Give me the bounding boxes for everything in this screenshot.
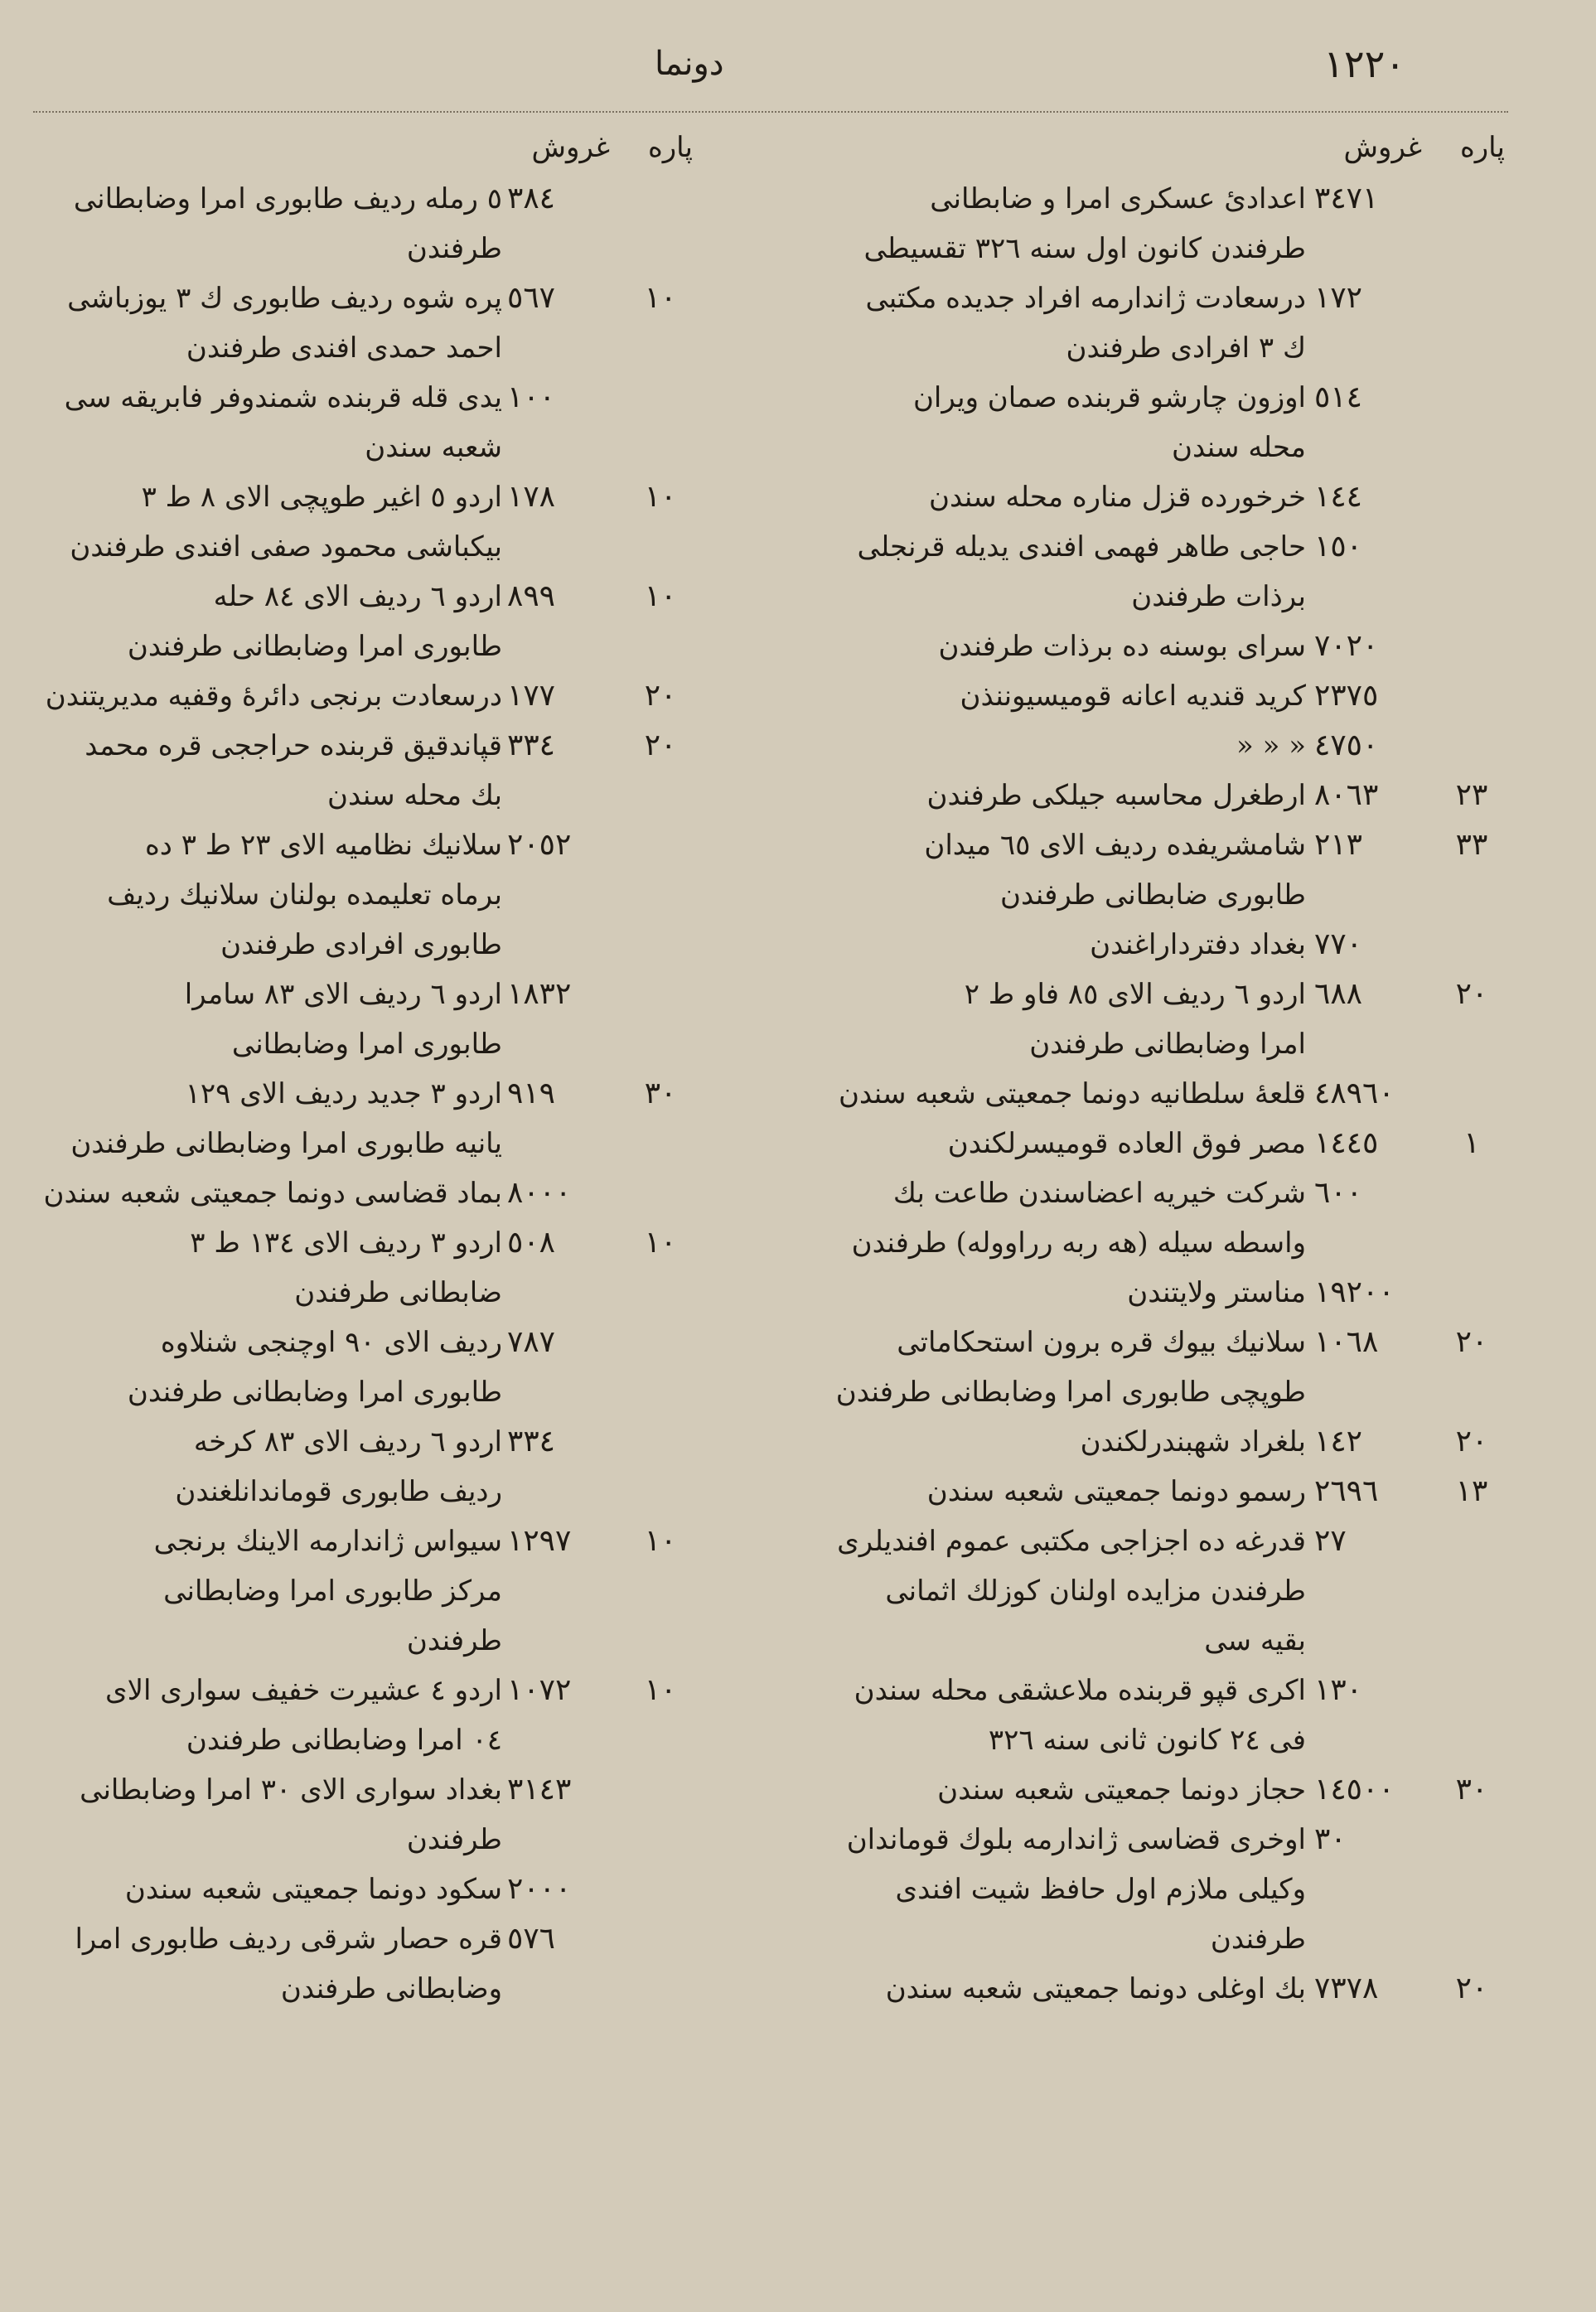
entry-description: اکری قپو قربنده ملاعشقی محله سندن فی ٢٤ کانون ثانی سنه ٣٢٦	[854, 1674, 1306, 1757]
kurus-value: ١٤٤٥	[1314, 1126, 1379, 1160]
para-value	[1439, 1815, 1505, 1964]
para-value	[628, 1914, 693, 2014]
ledger-entry	[742, 1119, 1505, 1168]
ledger-entry	[0, 174, 693, 273]
amount	[502, 970, 693, 1069]
kurus-value: ٥٧٦	[507, 1922, 556, 1956]
amount	[502, 373, 693, 472]
entry-description: سکود دونما جمعیتی شعبه سندن	[124, 1873, 502, 1906]
kurus-value: ١٩٢٠٠	[1314, 1275, 1395, 1309]
ledger-entry	[742, 622, 1505, 671]
para-value: ٢٠	[1455, 1325, 1488, 1359]
kurus-value: ٣٤٧١	[1314, 181, 1379, 215]
kurus-value: ٢٣٧٥	[1314, 679, 1379, 713]
kurus-value: ١٠٠	[507, 380, 556, 414]
page-header	[0, 33, 1596, 99]
entry-description: درسعادت برنجی دائرهٔ وقفیه مدیریتندن	[45, 680, 502, 713]
kurus-value: ٨٩٩	[507, 579, 556, 613]
amount	[1306, 771, 1505, 820]
kurus-value: ٤٧٥٠	[1314, 728, 1379, 762]
entry-description: اردو ٣ ردیف الای ١٣٤ ط ٣ ضابطانی طرفندن	[190, 1226, 502, 1309]
kurus-value: ٧٣٧٨	[1314, 1971, 1379, 2005]
ledger-entry	[0, 820, 693, 970]
para-value	[1439, 174, 1505, 273]
amount	[1306, 1119, 1505, 1168]
entry-description: قدرغه ده اجزاجی مکتبی عموم افندیلری طرفندن مزایده اولنان کوزلك اثمانی بقیه سی	[837, 1525, 1306, 1657]
entry-description: شامشریفده ردیف الای ٦٥ میدان طابوری ضابطانی طرفندن	[924, 829, 1306, 912]
kurus-value: ١٨٣٢	[507, 977, 572, 1011]
amount	[502, 472, 693, 572]
kurus-value: ٣٣٤	[507, 1424, 556, 1458]
ledger-entry	[742, 970, 1505, 1069]
kurus-value: ٨٠٦٣	[1314, 778, 1379, 812]
kurus-value: ١٣٠	[1314, 1673, 1363, 1707]
kurus-value: ٢١٣	[1314, 828, 1363, 862]
entry-description: حجاز دونما جمعیتی شعبه سندن	[937, 1773, 1306, 1807]
page-number: ١٢٢٠	[1323, 41, 1405, 86]
amount	[502, 1069, 693, 1168]
ledger-entry	[0, 1218, 693, 1318]
ledger-entry	[742, 472, 1505, 522]
entry-description: قره حصار شرقی ردیف طابوری امرا وضابطانی طرفندن	[75, 1923, 502, 2005]
amount	[502, 671, 693, 721]
amount	[1306, 373, 1505, 472]
entry-description: ٥ رمله ردیف طابوری امرا وضابطانی طرفندن	[73, 182, 502, 265]
para-value: ٢٠	[1455, 977, 1488, 1011]
para-value	[628, 1417, 693, 1516]
ledger-entry	[742, 1964, 1505, 2014]
entry-description: ارطغرل محاسبه جیلکی طرفندن	[926, 779, 1306, 812]
amount	[1306, 721, 1505, 771]
amount	[502, 1417, 693, 1516]
running-title: دونما	[655, 45, 724, 83]
amount	[502, 1516, 693, 1666]
entry-description: « « «	[1236, 729, 1306, 762]
amount	[1306, 1516, 1505, 1666]
amount	[1306, 1765, 1505, 1815]
ledger-entry	[0, 572, 693, 671]
amount	[1306, 671, 1505, 721]
entry-description: یدی قله قربنده شمندوفر فابریقه سی شعبه سندن	[64, 381, 502, 464]
para-value	[1439, 622, 1505, 671]
entry-description: بماد قضاسی دونما جمعیتی شعبه سندن	[43, 1177, 502, 1210]
entry-description: سلانیك بیوك قره برون استحکاماتی طوپچی طابوری امرا وضابطانی طرفندن	[835, 1326, 1306, 1409]
kurus-value: ٦٠٠	[1314, 1176, 1363, 1210]
para-value: ١٠	[644, 480, 677, 514]
entry-description: کرید قندیه اعانه قومیسیوننذن	[960, 680, 1306, 713]
para-value: ١٠	[644, 1524, 677, 1558]
ledger-entry	[742, 373, 1505, 472]
amount	[1306, 970, 1505, 1069]
ledger-entry	[742, 721, 1505, 771]
entry-description: ردیف الای ٩٠ اوچنجی شنلاوه طابوری امرا وضابطانی طرفندن	[127, 1326, 502, 1409]
para-value	[628, 1318, 693, 1417]
para-value: ١٣	[1455, 1474, 1488, 1508]
entry-description: اردو ٥ اغیر طوپچی الای ٨ ط ٣ بیکباشی محمود صفی افندی طرفندن	[70, 481, 502, 563]
para-value	[1439, 273, 1505, 373]
para-value	[1439, 1069, 1505, 1119]
ledger-entry	[742, 522, 1505, 622]
entry-description: اردو ٣ جدید ردیف الای ١٢٩ یانیه طابوری امرا وضابطانی طرفندن	[70, 1077, 502, 1160]
amount	[502, 1765, 693, 1865]
para-value: ٢٠	[1455, 1424, 1488, 1458]
para-value: ١٠	[644, 1226, 677, 1260]
amount	[502, 273, 693, 373]
entry-description: خرخورده قزل مناره محله سندن	[929, 481, 1306, 514]
entry-description: قپاندقیق قربنده حراججی قره محمد بك محله سندن	[85, 729, 502, 812]
ledger-entry	[742, 1815, 1505, 1964]
kurus-value: ٢٠٥٢	[507, 828, 572, 862]
ledger-entry	[0, 373, 693, 472]
amount	[1306, 1318, 1505, 1417]
entry-description: اردو ٦ ردیف الای ٨٣ سامرا طابوری امرا وضابطانی	[184, 978, 502, 1061]
amount	[1306, 522, 1505, 622]
ledger-entry	[0, 1865, 693, 1914]
ledger-entry	[742, 1318, 1505, 1417]
entry-description: بغداد دفترداراغندن	[1090, 928, 1306, 961]
kurus-value: ٢٧	[1314, 1524, 1347, 1558]
para-value	[628, 1765, 693, 1865]
kurus-value: ١٤٢	[1314, 1424, 1363, 1458]
right-column	[742, 124, 1505, 2014]
amount	[502, 1666, 693, 1765]
para-value	[1439, 721, 1505, 771]
kurus-value: ٣٣٤	[507, 728, 556, 762]
para-value: ١	[1463, 1126, 1480, 1160]
ledger-entry	[742, 671, 1505, 721]
amount	[1306, 1168, 1505, 1268]
ledger-entry	[0, 1168, 693, 1218]
kurus-heading: غروش	[1343, 131, 1422, 164]
kurus-value: ٢٦٩٦	[1314, 1474, 1379, 1508]
ledger-entry	[0, 1516, 693, 1666]
entry-description: درسعادت ژاندارمه افراد جدیده مکتبی ك ٣ افرادی طرفندن	[865, 282, 1306, 365]
para-value	[628, 373, 693, 472]
ledger-entry	[742, 1168, 1505, 1268]
amount	[502, 1914, 693, 2014]
ledger-entry	[0, 273, 693, 373]
kurus-value: ٥٠٨	[507, 1226, 556, 1260]
entry-description: سیواس ژاندارمه الاینك برنجی مرکز طابوری امرا وضابطانی طرفندن	[153, 1525, 502, 1657]
kurus-value: ١٧٨	[507, 480, 556, 514]
ledger-entry	[0, 1666, 693, 1765]
amount	[1306, 1815, 1505, 1964]
para-value: ١٠	[644, 579, 677, 613]
kurus-value: ٧٧٠	[1314, 927, 1363, 961]
entry-description: اوخری قضاسی ژاندارمه بلوك قوماندان وکیلی ملازم اول حافظ شیت افندی طرفندن	[846, 1823, 1306, 1956]
entry-description: اردو ٦ ردیف الای ٨٤ حله طابوری امرا وضابطانی طرفندن	[127, 580, 502, 663]
ledger-entry	[742, 820, 1505, 920]
entry-description: سرای بوسنه ده برذات طرفندن	[938, 630, 1306, 663]
para-value: ٢٠	[1455, 1971, 1488, 2005]
entry-description: اعدادئ عسکری امرا و ضابطانی طرفندن کانون اول سنه ٣٢٦ تقسیطی	[863, 182, 1306, 265]
ledger-entry	[0, 1914, 693, 2014]
para-value	[628, 820, 693, 970]
para-value	[1439, 920, 1505, 970]
kurus-heading: غروش	[531, 131, 610, 164]
header-rule	[33, 111, 1508, 113]
ledger-entry	[0, 721, 693, 820]
column-header	[0, 124, 693, 174]
ledger-entry	[742, 1765, 1505, 1815]
ledger-entry	[742, 1417, 1505, 1467]
para-heading: پاره	[647, 131, 693, 164]
kurus-value: ٢٠٠٠	[507, 1872, 572, 1906]
ledger-entry	[742, 920, 1505, 970]
entry-description: مناستر ولایتندن	[1127, 1276, 1306, 1309]
ledger-entry	[742, 771, 1505, 820]
para-value: ٢٠	[644, 679, 677, 713]
para-value: ٢٣	[1455, 778, 1488, 812]
kurus-value: ٣١٤٣	[507, 1773, 572, 1807]
entry-description: قلعهٔ سلطانیه دونما جمعیتی شعبه سندن	[838, 1077, 1306, 1110]
kurus-value: ٣٠	[1314, 1822, 1347, 1856]
amount	[1306, 1417, 1505, 1467]
amount	[1306, 1268, 1505, 1318]
para-value	[1439, 671, 1505, 721]
para-value: ١٠	[644, 281, 677, 315]
amount	[502, 721, 693, 820]
entry-description: حاجی طاهر فهمی افندی یدیله قرنجلی برذات طرفندن	[857, 530, 1306, 613]
amount	[1306, 820, 1505, 920]
left-column	[0, 124, 693, 2014]
kurus-value: ١٠٦٨	[1314, 1325, 1379, 1359]
entry-description: رسمو دونما جمعیتی شعبه سندن	[926, 1475, 1306, 1508]
para-value	[1439, 1516, 1505, 1666]
amount	[502, 174, 693, 273]
kurus-value: ٤٨٩٦٠	[1314, 1076, 1395, 1110]
amount	[1306, 1069, 1505, 1119]
amount	[1306, 1467, 1505, 1516]
para-value: ٣٠	[1455, 1773, 1488, 1807]
ledger-entry	[0, 1069, 693, 1168]
amount	[1306, 920, 1505, 970]
ledger-entry	[742, 1666, 1505, 1765]
para-value	[628, 1865, 693, 1914]
amount	[1306, 1666, 1505, 1765]
para-value	[1439, 1666, 1505, 1765]
amount	[502, 572, 693, 671]
kurus-value: ٦٨٨	[1314, 977, 1363, 1011]
amount	[502, 1865, 693, 1914]
amount	[1306, 1964, 1505, 2014]
para-value	[1439, 1268, 1505, 1318]
ledger-entry	[742, 1516, 1505, 1666]
entry-description: اردو ٦ ردیف الای ٨٥ فاو ط ٢ امرا وضابطانی طرفندن	[964, 978, 1306, 1061]
amount	[1306, 472, 1505, 522]
amount	[502, 820, 693, 970]
para-value: ٢٠	[644, 728, 677, 762]
entry-description: بلغراد شهبندرلکندن	[1080, 1425, 1306, 1458]
para-heading: پاره	[1459, 131, 1505, 164]
ledger-entry	[0, 1417, 693, 1516]
kurus-value: ١٧٧	[507, 679, 556, 713]
entry-description: سلانیك نظامیه الای ٢٣ ط ٣ ده برماه تعلیمده بولنان سلانیك ردیف طابوری افرادی طرفندن	[107, 829, 502, 961]
amount	[1306, 622, 1505, 671]
para-value	[628, 1168, 693, 1218]
amount	[1306, 273, 1505, 373]
kurus-value: ١٠٧٢	[507, 1673, 572, 1707]
ledger-entry	[742, 1467, 1505, 1516]
ledger-entry	[742, 1268, 1505, 1318]
kurus-value: ٥٦٧	[507, 281, 556, 315]
entry-description: اوزون چارشو قربنده صمان ویران محله سندن	[912, 381, 1306, 464]
entry-description: اردو ٦ ردیف الای ٨٣ کرخه ردیف طابوری قوماندانلغندن	[175, 1425, 502, 1508]
kurus-value: ١٤٥٠٠	[1314, 1773, 1395, 1807]
entry-description: مصر فوق العاده قومیسرلکندن	[947, 1127, 1306, 1160]
kurus-value: ٧٠٢٠	[1314, 629, 1379, 663]
para-value: ٣٠	[644, 1076, 677, 1110]
kurus-value: ١٤٤	[1314, 480, 1363, 514]
ledger-entry	[0, 1765, 693, 1865]
para-value	[628, 174, 693, 273]
para-value	[1439, 373, 1505, 472]
entry-description: شرکت خیریه اعضاسندن طاعت بك واسطه سیله (هه ربه رراووله) طرفندن	[851, 1177, 1306, 1260]
column-header	[742, 124, 1505, 174]
amount	[1306, 174, 1505, 273]
entry-description: اردو ٤ عشیرت خفیف سواری الای ٠٤ امرا وضابطانی طرفندن	[104, 1674, 502, 1757]
para-value	[1439, 472, 1505, 522]
para-value: ٣٣	[1455, 828, 1488, 862]
kurus-value: ١٧٢	[1314, 281, 1363, 315]
kurus-value: ٥١٤	[1314, 380, 1363, 414]
ledger-entry	[0, 970, 693, 1069]
ledger-entry	[742, 174, 1505, 273]
entry-description: پره شوه ردیف طابوری ك ٣ یوزباشی احمد حمدی افندی طرفندن	[67, 282, 502, 365]
kurus-value: ١٢٩٧	[507, 1524, 572, 1558]
ledger-entry	[0, 1318, 693, 1417]
ledger-entry	[0, 671, 693, 721]
para-value	[1439, 1168, 1505, 1268]
kurus-value: ٩١٩	[507, 1076, 556, 1110]
ledger-entry	[742, 1069, 1505, 1119]
kurus-value: ٣٨٤	[507, 181, 556, 215]
ledger-entry	[742, 273, 1505, 373]
para-value	[1439, 522, 1505, 622]
amount	[502, 1218, 693, 1318]
para-value	[628, 970, 693, 1069]
amount	[502, 1318, 693, 1417]
kurus-value: ٧٨٧	[507, 1325, 556, 1359]
kurus-value: ٨٠٠٠	[507, 1176, 572, 1210]
kurus-value: ١٥٠	[1314, 530, 1363, 563]
entry-description: بغداد سواری الای ٣٠ امرا وضابطانی طرفندن	[80, 1773, 502, 1856]
para-value: ١٠	[644, 1673, 677, 1707]
amount	[502, 1168, 693, 1218]
ledger-entry	[0, 472, 693, 572]
entry-description: بك اوغلی دونما جمعیتی شعبه سندن	[885, 1972, 1306, 2005]
